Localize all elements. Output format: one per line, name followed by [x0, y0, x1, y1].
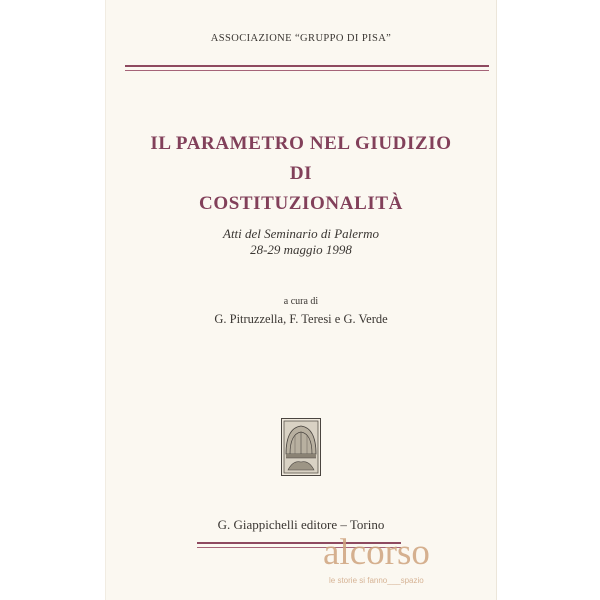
- editors-names: G. Pitruzzella, F. Teresi e G. Verde: [214, 312, 388, 326]
- top-rule-thick: [125, 65, 489, 67]
- editors-label: a cura di: [283, 296, 319, 307]
- book-cover: [105, 0, 497, 600]
- watermark-tagline: le storie si fanno___spazio: [329, 576, 424, 585]
- publisher: G. Giappichelli editore – Torino: [217, 517, 385, 532]
- subtitle-line-1: Atti del Seminario di Palermo: [223, 226, 379, 241]
- watermark-logo-text: alcorso: [323, 532, 430, 573]
- subtitle-line-2: 28-29 maggio 1998: [250, 242, 352, 257]
- series-name: ASSOCIAZIONE “GRUPPO DI PISA”: [210, 33, 392, 44]
- title-line-3: COSTITUZIONALITÀ: [199, 193, 403, 214]
- title-line-1: IL PARAMETRO NEL GIUDIZIO: [150, 133, 452, 154]
- top-rule-thin: [125, 70, 489, 71]
- watermark-logo: [323, 534, 473, 594]
- illustration-emblem-icon: [281, 418, 321, 476]
- title-line-2: DI: [289, 163, 313, 184]
